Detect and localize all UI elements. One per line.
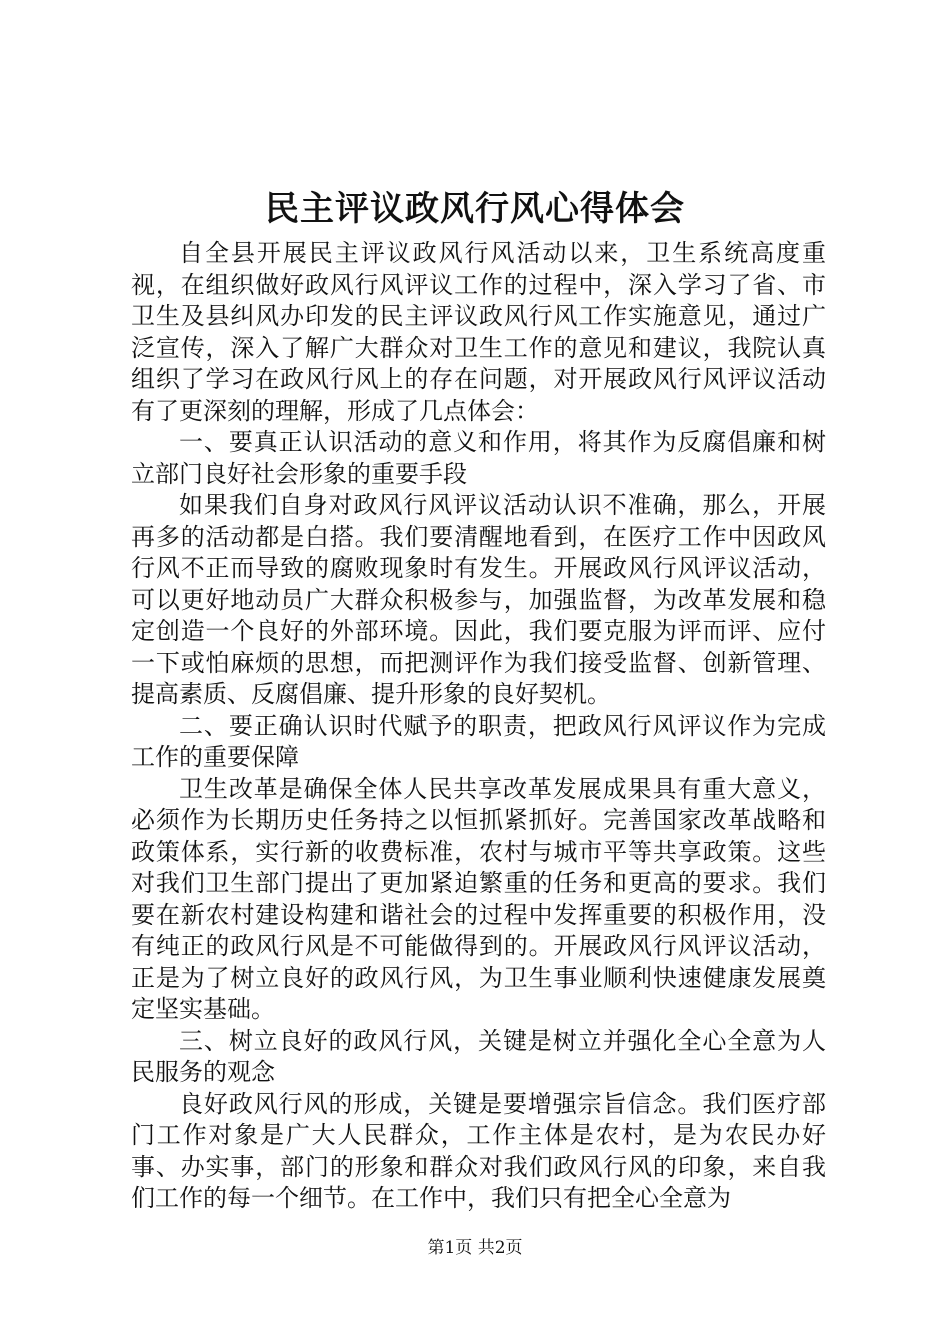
page-footer: 第1页 共2页 bbox=[427, 1238, 523, 1258]
paragraph-1: 如果我们自身对政风行风评议活动认识不准确，那么，开展再多的活动都是白搭。我们要清醒地看到，在医疗工作中因政风行风不正而导致的腐败现象时有发生。开展政风行风评议活动，可以更好地动员广大群众积极参与，加强监督，为改革发展和稳定创造一个良好的外部环境。因此，我们要克服为评而评、应付一下或怕麻烦的思想，而把测评作为我们接受监督、创新管理、提高素质、反腐倡廉、提升形象的良好契机。 bbox=[131, 491, 826, 708]
document-title: 民主评议政风行风心得体会 bbox=[265, 189, 685, 229]
paragraph-2: 卫生改革是确保全体人民共享改革发展成果具有重大意义，必须作为长期历史任务持之以恒抓紧抓好。完善国家改革战略和政策体系，实行新的收费标准，农村与城市平等共享政策。这些对我们卫生部门提出了更加紧迫繁重的任务和更高的要求。我们要在新农村建设构建和谐社会的过程中发挥重要的积极作用，没有纯正的政风行风是不可能做得到的。开展政风行风评议活动，正是为了树立良好的政风行风，为卫生事业顺利快速健康发展奠定坚实基础。 bbox=[131, 774, 826, 1023]
section-heading-3: 三、树立良好的政风行风，关键是树立并强化全心全意为人民服务的观念 bbox=[131, 1026, 826, 1086]
paragraph-3: 良好政风行风的形成，关键是要增强宗旨信念。我们医疗部门工作对象是广大人民群众，工作主体是农村，是为农民办好事、办实事，部门的形象和群众对我们政风行风的印象，来自我们工作的每一个细节。在工作中，我们只有把全心全意为 bbox=[131, 1089, 826, 1212]
document-body bbox=[131, 238, 826, 1215]
section-heading-2: 二、要正确认识时代赋予的职责，把政风行风评议作为完成工作的重要保障 bbox=[131, 711, 826, 771]
paragraph-intro: 自全县开展民主评议政风行风活动以来，卫生系统高度重视，在组织做好政风行风评议工作的过程中，深入学习了省、市卫生及县纠风办印发的民主评议政风行风工作实施意见，通过广泛宣传，深入了解广大群众对卫生工作的意见和建议，我院认真组织了学习在政风行风上的存在问题，对开展政风行风评议活动有了更深刻的理解，形成了几点体会： bbox=[131, 239, 826, 425]
section-heading-1: 一、要真正认识活动的意义和作用，将其作为反腐倡廉和树立部门良好社会形象的重要手段 bbox=[131, 428, 826, 488]
